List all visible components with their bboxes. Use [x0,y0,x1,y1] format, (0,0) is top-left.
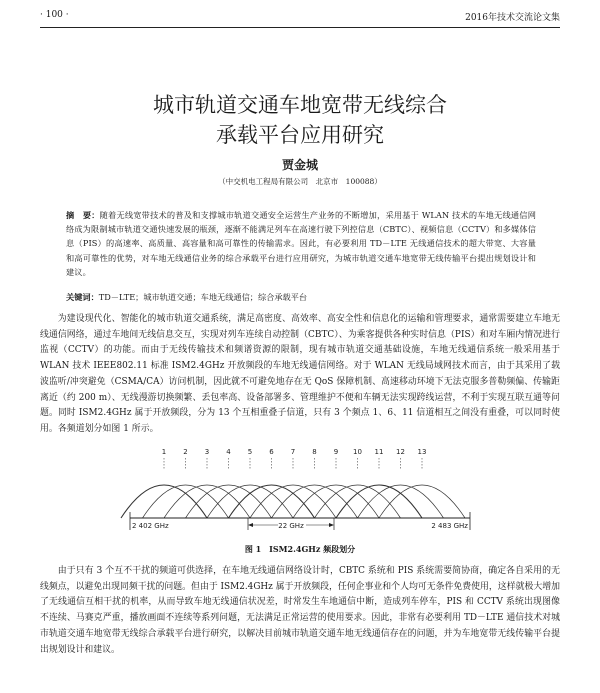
figure-channel-plan [120,446,480,542]
channel-number-9: 9 [333,448,339,456]
channel-diagram [120,446,480,542]
left-frequency-label: 2 402 GHz [132,522,169,530]
channel-arc-8 [272,485,358,518]
channel-arc-12 [358,485,444,518]
channel-arc-13 [379,485,465,518]
channel-arc-6 [229,485,315,518]
right-frequency-label: 2 483 GHz [431,522,468,530]
figure-caption: 图 1 ISM2.4GHz 频段划分 [244,544,356,554]
channel-arc-11 [336,485,422,518]
paragraph-2: 由于只有 3 个互不干扰的频道可供选择，在车地无线通信网络设计时，CBTC 系统和 PIS 系统需要简协商，确定各自采用的无线频点，以避免出现同频干扰的问题。但由于 ISM2.4GHz 属于开放频段，任何企事业和个人均可无条件免费使用，这样就极大增加了无线通信互相干扰的机率，从而导致车地无线通信状况差，时常发生车地通信中断，造成列车停车，PIS 和 CCTV 系统出现图像不连续、马赛克严重，播放画面不连续等系列问题，无法满足正常运营的使用要求。因此，非常有必要利用 TD－LTE 通信技术对城市轨道交通车地宽带无线综合承载平台进行研究，以解决目前城市轨道交通车地无线通信存在的问题，并为车地宽带无线传输平台提出规划设计和建议。 [40,566,560,655]
keywords-text: TD－LTE；城市轨道交通；车地无线通信；综合承载平台 [98,292,308,302]
page-number: · 100 · [40,10,69,20]
channel-arc-9 [293,485,379,518]
abstract [66,208,536,279]
channel-arc-7 [250,485,336,518]
body-section-1 [40,312,560,438]
channel-number-12: 12 [396,448,405,456]
title-line-1: 城市轨道交通车地宽带无线综合 [153,93,447,117]
keywords-label: 关键词： [66,292,99,302]
title-line-2: 承载平台应用研究 [216,123,384,147]
channel-number-11: 11 [374,448,384,456]
channel-number-1: 1 [161,448,167,456]
author-name: 贾金城 [281,158,318,172]
running-header [40,10,560,26]
paragraph-1: 为建设现代化、智能化的城市轨道交通系统，满足高密度、高效率、高安全性和信息化的运输和管理要求，通常需要建立车地无线通信网络，通过车地间无线信息交互，实现对列车连续自动控制（CBTC）、为乘客提供各种实时信息（PIS）和对车厢内情况进行监视（CCTV）的功能。而由于无线传输技术和频谱资源的限制，现有城市轨道交通基础设施，车地无线通信系统一般采用基于 WLAN 技术 IEEE802.11 标准 ISM2.4GHz 开放频段的车地无线通信网络。对于 WLAN 无线局域网技术而言，由于其采用了载波监听/冲突避免（CSMA/CA）访问机制，因此就不可避免地存在无 QoS 保障机制、高速移动环境下无法克服多普勒频偏、传输距离近（约 200 m）、无线漫游切换频繁、丢包率高、设备部署多、管理维护不便和车辆无法实现跨线运营，不利于实现互联互通等问题。同时 ISM2.4GHz 属于开放频段，分为 13 个互相重叠子信道，只有 3 个频点 1、6、11 信道相互之间没有重叠，可以同时使用。各频道划分如图 1 所示。 [40,314,560,434]
channel-arc-3 [164,485,250,518]
channel-number-2: 2 [183,448,188,456]
channel-number-3: 3 [204,448,210,456]
channel-number-6: 6 [269,448,274,456]
spacing-label: 22 GHz [278,522,304,530]
abstract-label: 摘 要： [66,210,100,220]
channel-arc-10 [315,485,401,518]
header-rule [40,27,560,28]
channel-number-13: 13 [417,448,427,456]
abstract-text: 随着无线宽带技术的普及和支撑城市轨道交通安全运营生产业务的不断增加，采用基于 WLAN 技术的车地无线通信网络成为限制城市轨道交通快速发展的瓶颈，逐渐不能满足列车在高速行驶下列控信息（CBTC）、视频信息（CCTV）和多媒体信息（PIS）的高速率、高质量、高容量和高可靠性的传输需求。因此，有必要利用 TD－LTE 无线通信技术的超大带宽、大容量和高可靠性的优势，对车地无线通信业务的综合承载平台进行应用研究，为城市轨道交通车地宽带无线传输平台提出规划设计和建议。 [66,210,536,277]
channel-number-4: 4 [226,448,231,456]
author-affiliation: （中交机电工程局有限公司 北京市 100088） [218,177,382,186]
keywords [66,292,536,303]
channel-arc-4 [186,485,272,518]
channel-number-10: 10 [353,448,362,456]
channel-arc-1 [121,485,207,518]
paper-title [40,90,560,150]
body-section-2 [40,564,560,658]
channel-number-7: 7 [290,448,296,456]
channel-number-5: 5 [247,448,253,456]
channel-arc-5 [207,485,293,518]
channel-arc-2 [143,485,229,518]
journal-title: 2016年技术交流论文集 [465,13,560,23]
channel-number-8: 8 [312,448,317,456]
